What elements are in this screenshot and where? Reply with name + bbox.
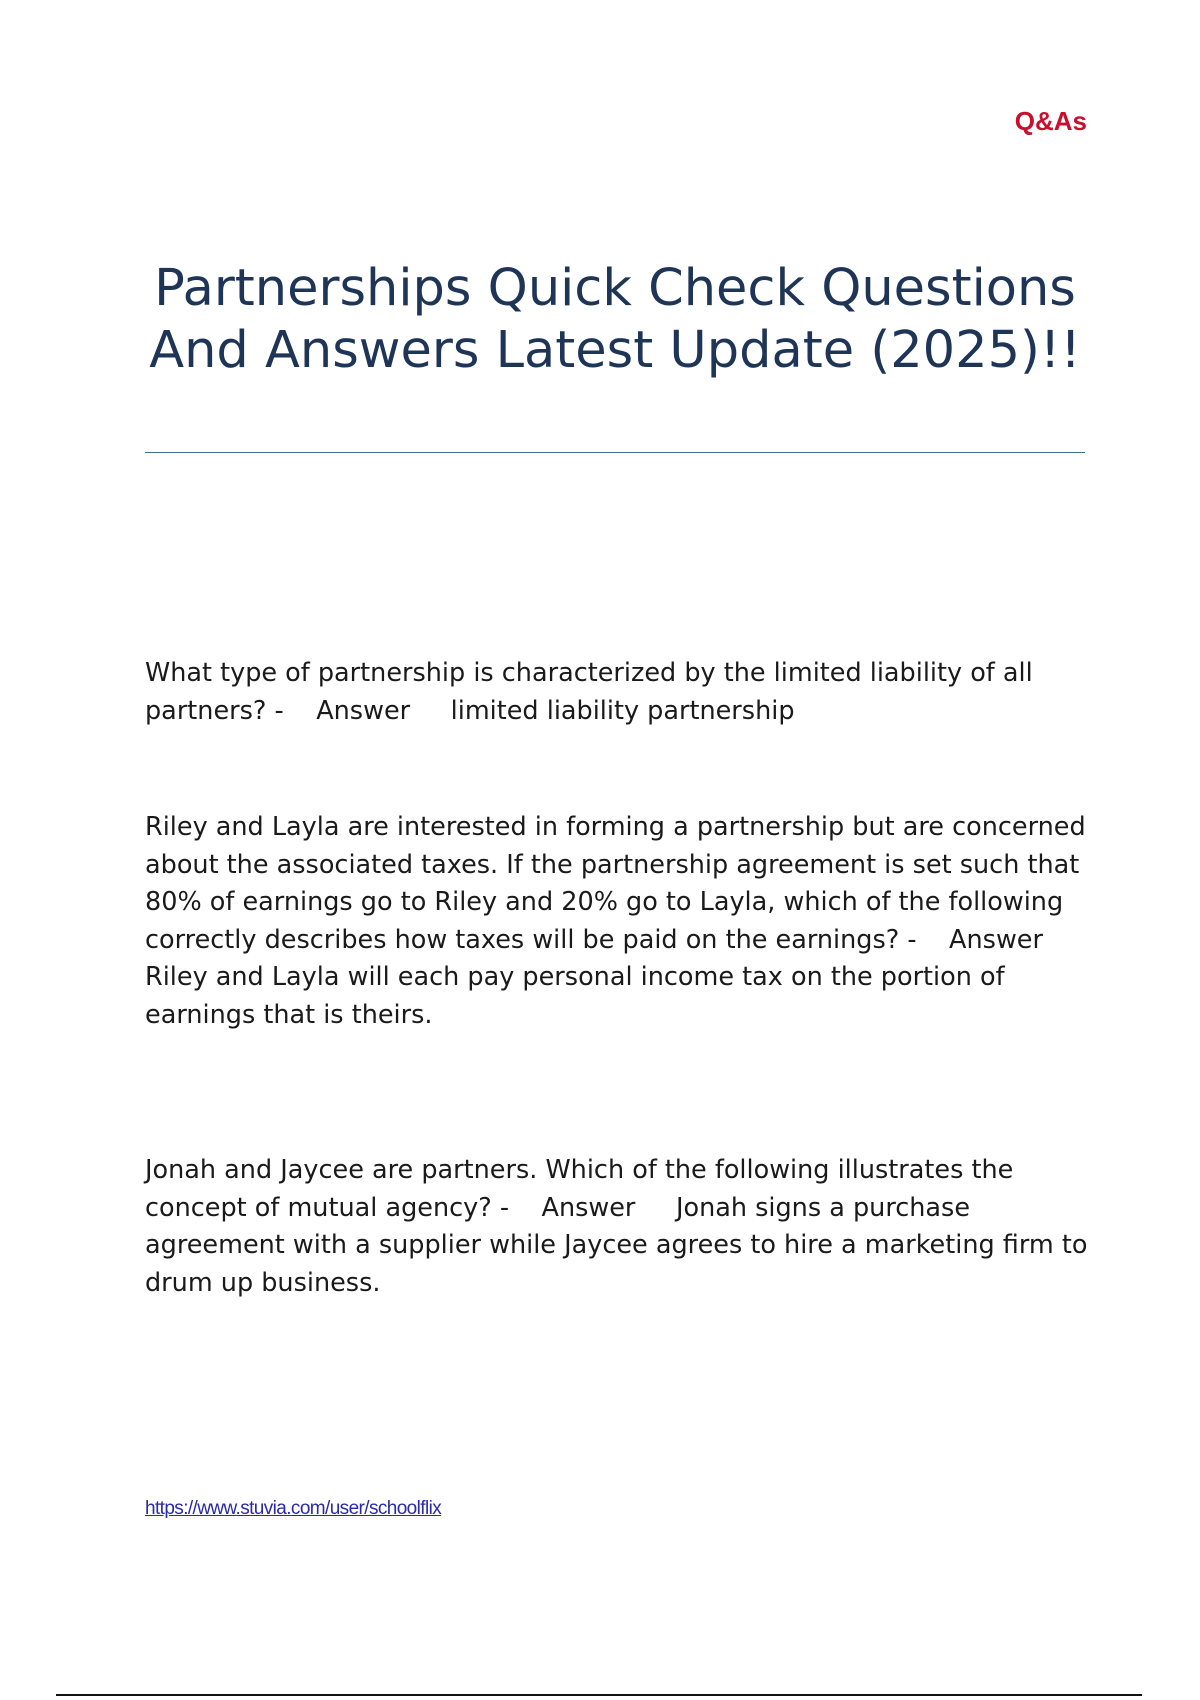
qa-tag: Q&As [1014,106,1087,136]
title-divider [145,452,1085,453]
answer-label: Answer [316,695,411,726]
page-bottom-border [56,1694,1142,1696]
answer-text: Jonah signs a purchase agreement with a supplier while Jaycee agrees to hire a marketing firm to drum up business. [145,1192,1096,1298]
stuvia-profile-link[interactable]: https://www.stuvia.com/user/schoolflix [145,1498,442,1519]
document-title: Partnerships Quick Check Questions And Answers Latest Update (2025)!! [149,259,1081,380]
answer-text: limited liability partnership [450,695,795,726]
question-text: Riley and Layla are interested in forming a partnership but are concerned about the associated taxes. If the partnership agreement is set such that 80% of earnings go to Riley and 20% go to Layla, which of the following correctly describes how taxes will be paid on the earnings? - [145,812,1094,955]
qa-item [145,1152,1096,1302]
qa-item [145,809,1093,1035]
question-text: What type of partnership is characterized by the limited liability of all partners? - [145,658,1041,726]
answer-label: Answer [541,1192,636,1223]
answer-label: Answer [949,924,1043,955]
qa-item [145,655,1093,730]
answer-text: Riley and Layla will each pay personal income tax on the portion of earnings that is theirs. [145,962,1013,1030]
question-text: Jonah and Jaycee are partners. Which of the following illustrates the concept of mutual agency? - [145,1155,1022,1223]
